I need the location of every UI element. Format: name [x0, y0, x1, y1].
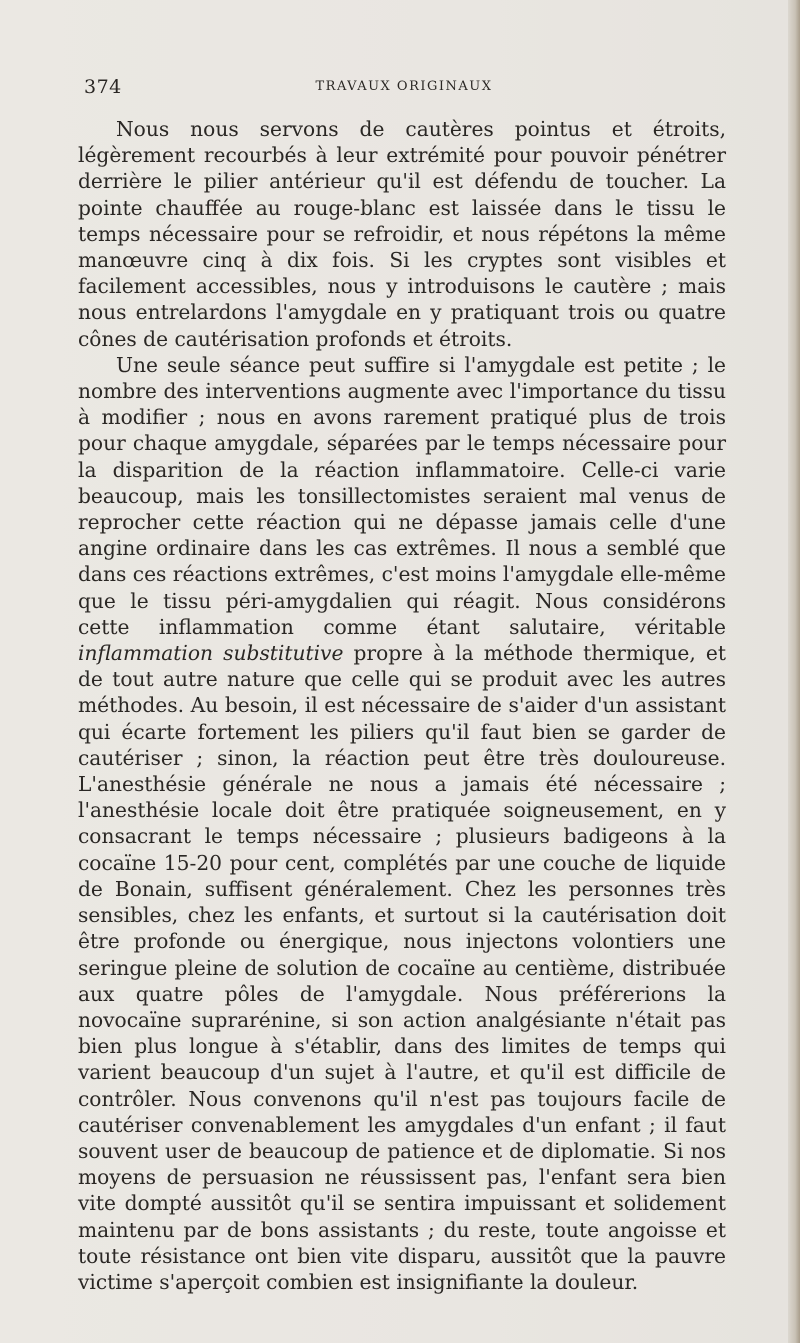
paragraph-2 [78, 352, 726, 1295]
page-edge [788, 0, 800, 1343]
page-number: 374 [84, 76, 122, 98]
paragraph-1: Nous nous servons de cautères pointus et étroits, légèrement recourbés à leur extrémité pour pouvoir pénétrer derrière le pilier antérieur qu'il est défendu de toucher. La pointe chauffée au rouge-blanc est laissée dans le tissu le temps nécessaire pour se refroidir, et nous répétons la même manœuvre cinq à dix fois. Si les cryptes sont visibles et facilement accessibles, nous y introduisons le cautère ; mais nous entrelardons l'amygdale en y pratiquant trois ou quatre cônes de cautérisation profonds et étroits. [78, 117, 726, 351]
body-text [78, 116, 726, 1295]
italic-term: inflammation substitutive [78, 641, 344, 666]
running-title: TRAVAUX ORIGINAUX [315, 79, 493, 94]
paragraph-2-part-2: propre à la méthode thermique, et de tout autre nature que celle qui se produit avec les autres méthodes. Au besoin, il est nécessaire de s'aider d'un assistant qui écarte fortement les piliers qu'il faut bien se garder de cautériser ; sinon, la réaction peut être très douloureuse. L'anesthésie générale ne nous a jamais été nécessaire ; l'anesthésie locale doit être pratiquée soigneusement, en y consacrant le temps nécessaire ; plusieurs badigeons à la cocaïne 15-20 pour cent, complétés par une couche de liquide de Bonain, suffisent généralement. Chez les personnes très sensibles, chez les enfants, et surtout si la cautérisation doit être profonde ou énergique, nous injectons volontiers une seringue pleine de solution de cocaïne au centième, distribuée aux quatre pôles de l'amygdale. Nous préférerions la novocaïne suprarénine, si son action analgésiante n'était pas bien plus longue à s'établir, dans des limites de temps qui varient beaucoup d'un sujet à l'autre, et qu'il est difficile de contrôler. Nous convenons qu'il n'est pas toujours facile de cautériser convenablement les amygdales d'un enfant ; il faut souvent user de beaucoup de patience et de diplomatie. Si nos moyens de persuasion ne réussissent pas, l'enfant sera bien vite dompté aussitôt qu'il se sentira impuissant et solidement maintenu par de bons assistants ; du reste, toute angoisse et toute résistance ont bien vite disparu, aussitôt que la pauvre victime s'aperçoit combien est insignifiante la douleur. [78, 641, 726, 1294]
page-header [84, 76, 724, 100]
paragraph-2-part-1: Une seule séance peut suffire si l'amygdale est petite ; le nombre des interventions augmente avec l'importance du tissu à modifier ; nous en avons rarement pratiqué plus de trois pour chaque amygdale, séparées par le temps nécessaire pour la disparition de la réaction inflammatoire. Celle-ci varie beaucoup, mais les tonsillectomistes seraient mal venus de reprocher cette réaction qui ne dépasse jamais celle d'une angine ordinaire dans les cas extrêmes. Il nous a semblé que dans ces réactions extrêmes, c'est moins l'amygdale elle-même que le tissu péri-amygdalien qui réagit. Nous considérons cette inflammation comme étant salutaire, véritable [78, 352, 726, 639]
